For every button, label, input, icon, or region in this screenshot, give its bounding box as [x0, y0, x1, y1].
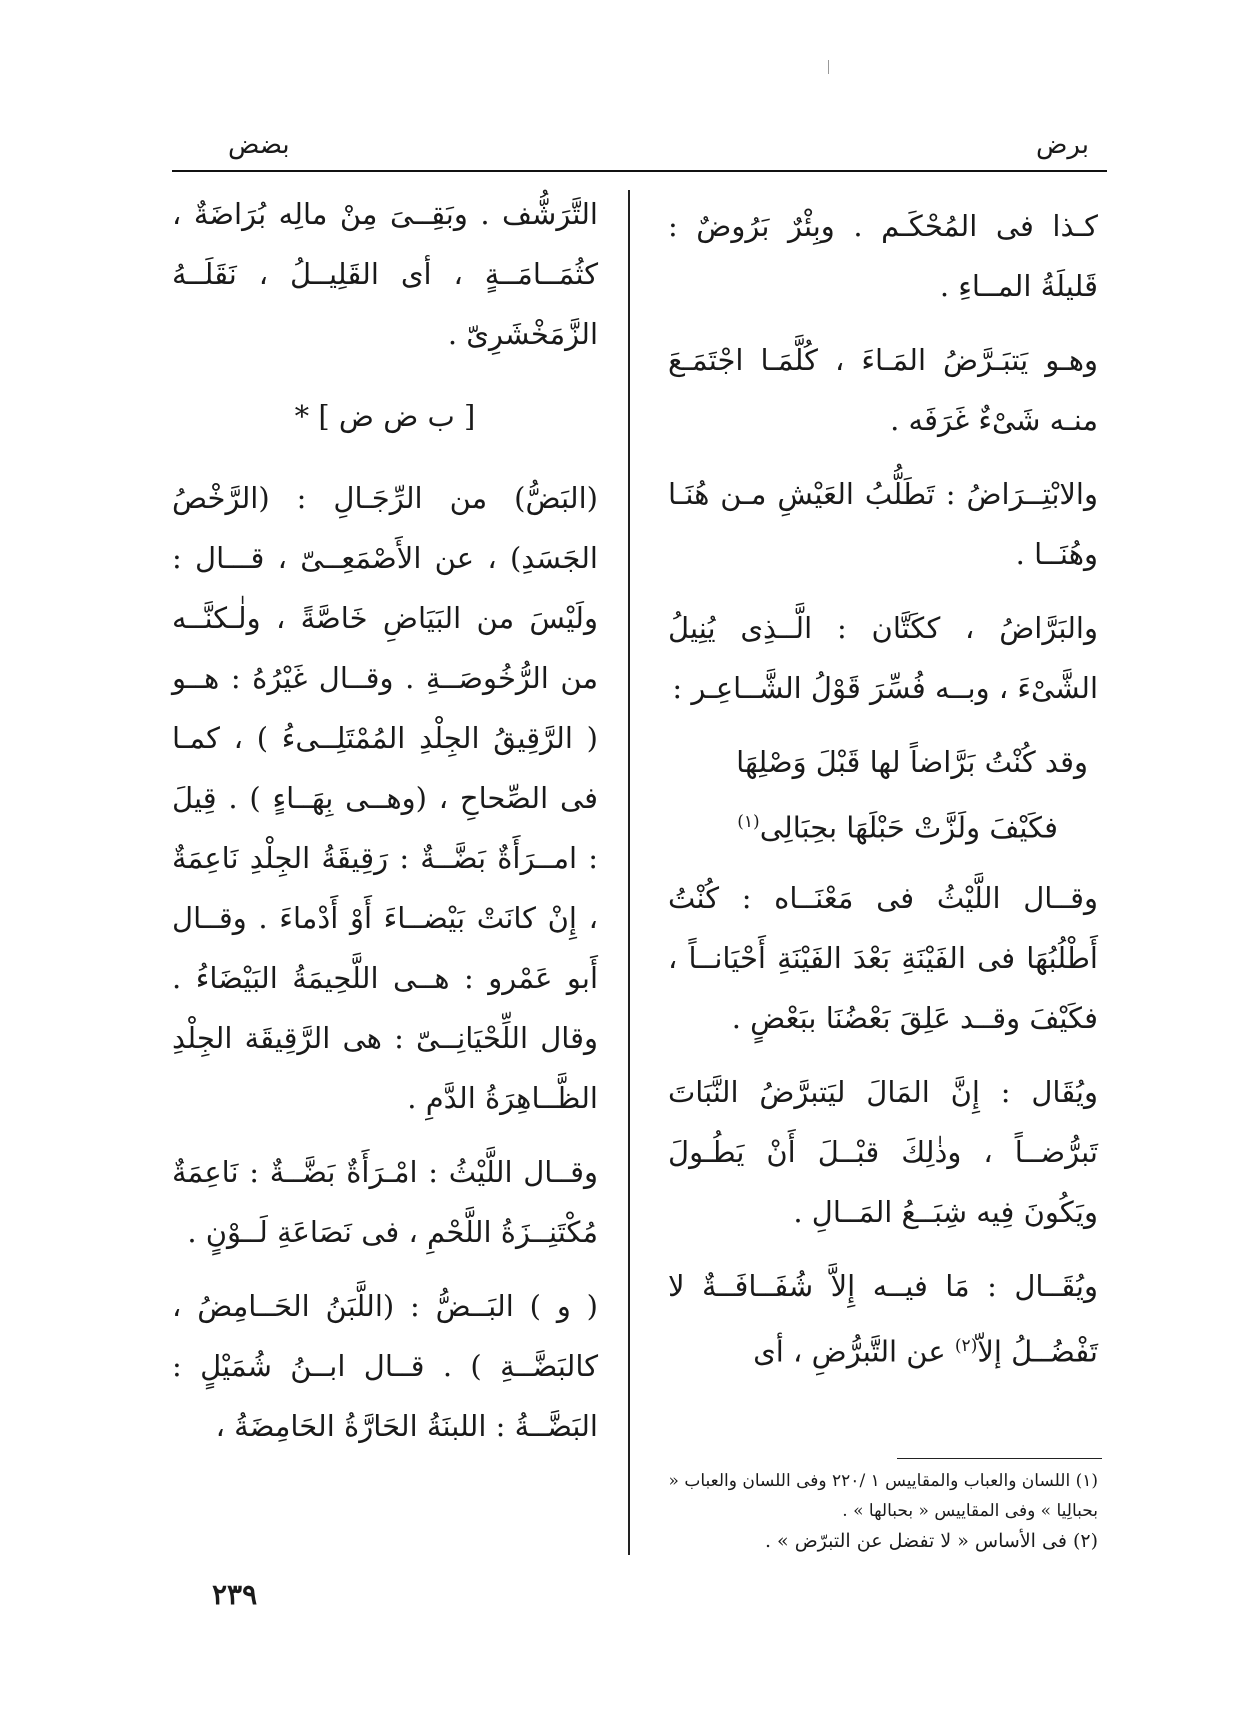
- paragraph: ويُقَال : إِنَّ المَالَ ليَتبرَّضُ النَّبَاتَ تَبرُّضــاً ، وذٰلِكَ قبْــلَ أَنْ يَطُـولَ ويَكُونَ فِيه شِبَــعُ المَــالِ .: [668, 1074, 1098, 1229]
- paragraph: كـذا فى المُحْكَـم . وبِئْرٌ بَرُوضٌ : قَليلَةُ المــاءِ .: [668, 209, 1098, 303]
- entry-heading: [ ب ض ض ] *: [294, 399, 476, 433]
- paragraph: التَّرَشُّف . وبَقِــىَ مِنْ مالِه بُرَاضَةٌ ، كثُمَــامَــةٍ ، أى القَلِيــلُ ، نَقَلَــهُ الزَّمَخْشَرِىّ .: [172, 197, 598, 351]
- header-rule: [172, 170, 1107, 172]
- paragraph: وقــال اللَّيْثُ : امْـرَأَةٌ بَضَّــةٌ : نَاعِمَةٌ مُكْتَنِــزَةُ اللَّحْمِ ، فى نَصَاعَةِ لَــوْنٍ .: [172, 1155, 598, 1249]
- paragraph: وهـو يَتبَـرَّضُ المَـاءَ ، كُلَّمَـا اجْتَمَـعَ منـه شَىْءٌ غَرَفَه .: [668, 343, 1098, 437]
- running-head-left: بضض: [228, 130, 290, 160]
- paragraph: [668, 1256, 1098, 1382]
- poetry-verse: [668, 732, 1098, 858]
- verse-line-1: وقد كُنْتُ بَرَّاضاً لها قَبْلَ وَصْلِهَا: [736, 745, 1088, 779]
- paragraph: والبَرَّاضُ ، ككَتَّان : الَّــذِى يُنِيلُ الشَّىْءَ ، وبــه فُسِّرَ قَوْلُ الشَّــاعِـر :: [668, 611, 1098, 705]
- paragraph-text: ويُقَــال : مَا فيــه إِلاَّ شُفَــافَــةٌ لا تَفْضُــلُ إلاّ: [668, 1268, 1098, 1369]
- verse-line-2-text: فكَيْفَ ولَزَّتْ حَبْلَهَا بحِبَالِى: [759, 810, 1058, 845]
- footnote-rule: [897, 1458, 1102, 1459]
- left-column: [172, 184, 598, 1470]
- page-number: ٢٣٩: [212, 1578, 258, 1611]
- running-head-right: برض: [1035, 130, 1089, 160]
- paragraph: ( و ) البَــضُّ : (اللَّبَنُ الحَــامِضُ ، كالبَضَّــةِ ) . قــال ابــنُ شُمَيْلٍ : البَضَّــةُ : اللبنَةُ الحَارَّةُ الحَامِضَةُ ،: [172, 1289, 598, 1443]
- footnote-ref: (٢): [954, 1335, 978, 1356]
- paragraph: والابْتِــرَاضُ : تَطَلُّبُ العَيْشِ مـن هُنَـا وهُنَــا .: [668, 477, 1098, 571]
- verse-line-2: [668, 792, 1098, 858]
- column-divider: [628, 190, 630, 1555]
- footnotes: [668, 1466, 1098, 1556]
- paragraph: وقــال اللَّيْثُ فى مَعْنَــاه : كُنْتُ أَطْلُبُهَا فى الفَيْنَةِ بَعْدَ الفَيْنَةِ أَحْيَانــاً ، فكَيْفَ وقــد عَلِقَ بَعْضُنَا ببَعْضٍ .: [668, 880, 1098, 1035]
- scan-mark: [828, 60, 829, 74]
- footnote: (٢) فى الأساس « لا تفضل عن التبرّض » .: [764, 1530, 1098, 1552]
- paragraph: (البَضُّ) من الرِّجَـالِ : (الرَّخْصُ الجَسَدِ) ، عن الأَصْمَعِــىّ ، قـــال : ولَيْسَ من البَيَاضِ خَاصَّةً ، ولٰـكنَّــه من الرُّخُوصَــةِ . وقــال غَيْرُهُ : هــو ( الرَّقِيقُ الجِلْدِ المُمْتَلِــىءُ ) ، كمـا فى الصِّحاحِ ، (وهــى بِهَــاءٍ ) . قِيلَ : امــرَأَةٌ بَضَّــةٌ : رَقِيقَةُ الجِلْدِ نَاعِمَةٌ ، إِنْ كانَتْ بَيْضــاءَ أَوْ أَدْماءَ . وقــال أَبو عَمْرو : هــى اللَّحِيمَةُ البَيْضَاءُ . وقال اللِّحْيَانِــىّ : هى الرَّقِيقَة الجِلْدِ الظَّــاهِرَةُ الدَّمِ .: [172, 481, 598, 1115]
- right-column: [668, 196, 1098, 1395]
- footnote: (١) اللسان والعباب والمقاييس ١ /٢٢٠ وفى اللسان والعباب « بحبالِيا » وفى المقاييس « بحبالها » .: [668, 1471, 1098, 1521]
- paragraph-text: عن التَّبرُّضِ ، أى: [753, 1334, 955, 1369]
- footnote-ref: (١): [737, 812, 760, 832]
